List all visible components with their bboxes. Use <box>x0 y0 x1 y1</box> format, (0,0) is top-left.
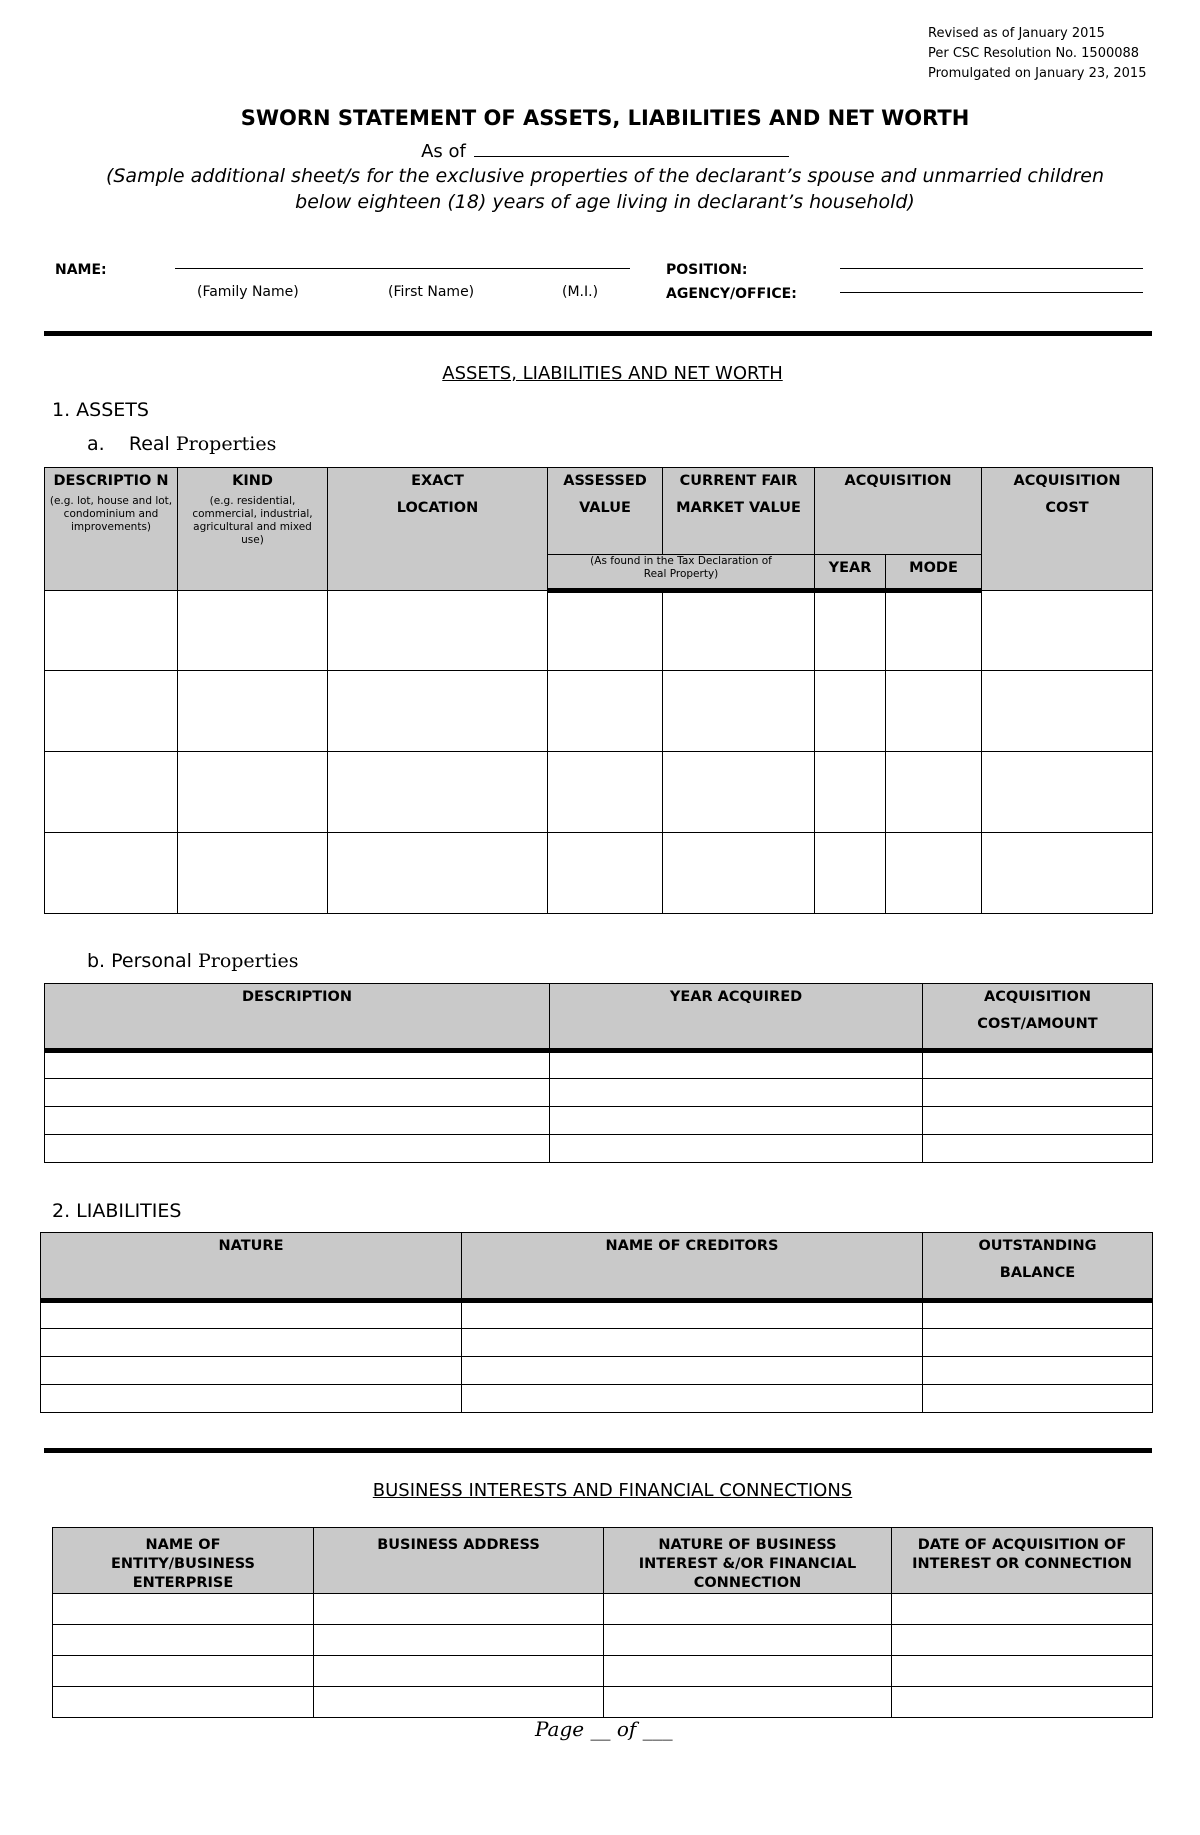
cell[interactable] <box>886 752 982 833</box>
cell[interactable] <box>45 833 178 914</box>
name-label: NAME: <box>55 262 107 278</box>
liabilities-table <box>40 1232 1153 1413</box>
cell[interactable] <box>53 1625 314 1656</box>
cell[interactable] <box>923 1051 1153 1079</box>
cell[interactable] <box>663 591 815 671</box>
table-row <box>45 671 1153 752</box>
personal-label-serif: Properties <box>197 950 299 972</box>
cell[interactable] <box>53 1594 314 1625</box>
cell[interactable] <box>45 1107 550 1135</box>
col-nature: NATURE <box>41 1233 462 1301</box>
promulgated-date: Promulgated on January 23, 2015 <box>928 66 1147 81</box>
cell[interactable] <box>45 671 178 752</box>
cell[interactable] <box>314 1656 604 1687</box>
assets-heading: 1. ASSETS <box>52 399 149 421</box>
name-field[interactable] <box>175 268 630 269</box>
tax-declaration-note <box>548 555 815 591</box>
cell[interactable] <box>178 671 328 752</box>
cell[interactable] <box>53 1656 314 1687</box>
cell[interactable] <box>462 1357 923 1385</box>
real-label: Real <box>128 433 170 455</box>
cell[interactable] <box>548 752 663 833</box>
cell[interactable] <box>604 1625 892 1656</box>
cell[interactable] <box>550 1135 923 1163</box>
divider <box>44 331 1152 336</box>
cell[interactable] <box>892 1625 1153 1656</box>
position-field[interactable] <box>840 268 1143 269</box>
cell[interactable] <box>41 1385 462 1413</box>
cell[interactable] <box>462 1329 923 1357</box>
cell[interactable] <box>462 1301 923 1329</box>
cell[interactable] <box>462 1385 923 1413</box>
cell[interactable] <box>923 1135 1153 1163</box>
first-name-caption: (First Name) <box>388 284 475 300</box>
tax-declaration-note-text: (As found in the Tax Declaration of Real Property) <box>590 555 772 580</box>
col-year-acquired: YEAR ACQUIRED <box>550 984 923 1051</box>
cell[interactable] <box>923 1385 1153 1413</box>
cell[interactable] <box>923 1329 1153 1357</box>
position-label: POSITION: <box>666 262 748 278</box>
personal-label: b. Personal <box>87 950 192 972</box>
cell[interactable] <box>550 1079 923 1107</box>
divider <box>44 1448 1152 1453</box>
table-row <box>41 1357 1153 1385</box>
cell[interactable] <box>815 833 886 914</box>
business-table <box>52 1527 1153 1718</box>
revised-date: Revised as of January 2015 <box>928 26 1105 41</box>
cell[interactable] <box>815 752 886 833</box>
as-of-field[interactable] <box>474 140 789 157</box>
cell[interactable] <box>923 1079 1153 1107</box>
cell[interactable] <box>45 1051 550 1079</box>
cell[interactable] <box>663 671 815 752</box>
table-row <box>45 1135 1153 1163</box>
resolution-number: Per CSC Resolution No. 1500088 <box>928 46 1140 61</box>
page-title: SWORN STATEMENT OF ASSETS, LIABILITIES AND NET WORTH <box>240 106 970 130</box>
cell[interactable] <box>45 591 178 671</box>
cell[interactable] <box>886 833 982 914</box>
table-row <box>45 1051 1153 1079</box>
cell[interactable] <box>892 1687 1153 1718</box>
cell[interactable] <box>982 591 1153 671</box>
cell[interactable] <box>663 752 815 833</box>
cell[interactable] <box>328 833 548 914</box>
cell[interactable] <box>328 671 548 752</box>
cell[interactable] <box>604 1687 892 1718</box>
col-outstanding-balance: OUTSTANDING BALANCE <box>923 1233 1153 1301</box>
cell[interactable] <box>886 671 982 752</box>
table-row <box>45 752 1153 833</box>
cell[interactable] <box>314 1625 604 1656</box>
cell[interactable] <box>548 591 663 671</box>
real-properties-heading <box>87 433 276 455</box>
table-row <box>41 1329 1153 1357</box>
cell[interactable] <box>45 752 178 833</box>
table-row <box>45 1079 1153 1107</box>
table-row <box>45 1107 1153 1135</box>
cell[interactable] <box>41 1357 462 1385</box>
real-prefix: a. <box>87 433 105 455</box>
col-kind-label: KIND <box>232 473 273 489</box>
as-of-row <box>0 140 1200 162</box>
note-line-2: below eighteen (18) years of age living in declarant’s household) <box>295 191 915 213</box>
cell[interactable] <box>41 1329 462 1357</box>
cell[interactable] <box>604 1594 892 1625</box>
col-acquisition: ACQUISITION <box>815 468 982 555</box>
cell[interactable] <box>178 752 328 833</box>
page-number: Page __ of ___ <box>535 1717 673 1741</box>
table-row <box>41 1385 1153 1413</box>
cell[interactable] <box>923 1301 1153 1329</box>
business-title: BUSINESS INTERESTS AND FINANCIAL CONNECTIONS <box>372 1480 853 1501</box>
cell[interactable] <box>982 671 1153 752</box>
cell[interactable] <box>886 591 982 671</box>
cell[interactable] <box>550 1051 923 1079</box>
cell[interactable] <box>328 591 548 671</box>
liabilities-heading: 2. LIABILITIES <box>52 1200 182 1222</box>
cell[interactable] <box>982 752 1153 833</box>
cell[interactable] <box>45 1079 550 1107</box>
table-row <box>53 1625 1153 1656</box>
cell[interactable] <box>314 1687 604 1718</box>
col-description-sub: (e.g. lot, house and lot, condominium and improvements) <box>49 495 173 533</box>
table-row <box>53 1656 1153 1687</box>
col-business-nature: NATURE OF BUSINESS INTEREST &/OR FINANCIAL CONNECTION <box>604 1528 892 1594</box>
cell[interactable] <box>550 1107 923 1135</box>
col-acquisition-cost: ACQUISITION COST <box>982 468 1153 591</box>
cell[interactable] <box>815 671 886 752</box>
col-description-label: DESCRIPTIO N <box>53 473 169 489</box>
agency-field[interactable] <box>840 292 1143 293</box>
table-row <box>53 1687 1153 1718</box>
cell[interactable] <box>178 591 328 671</box>
cell[interactable] <box>892 1594 1153 1625</box>
table-row <box>53 1594 1153 1625</box>
mi-caption: (M.I.) <box>562 284 599 300</box>
col-assessed-value: ASSESSED VALUE <box>548 468 663 555</box>
cell[interactable] <box>892 1656 1153 1687</box>
cell[interactable] <box>45 1135 550 1163</box>
note-line-1: (Sample additional sheet/s for the exclusive properties of the declarant’s spouse and unmarried children <box>105 165 1105 187</box>
personal-properties-table <box>44 983 1153 1163</box>
table-row <box>45 591 1153 671</box>
col-acquisition-date: DATE OF ACQUISITION OF INTEREST OR CONNECTION <box>892 1528 1153 1594</box>
family-name-caption: (Family Name) <box>197 284 299 300</box>
col-exact-location: EXACT LOCATION <box>328 468 548 591</box>
col-kind <box>178 468 328 591</box>
col-description: DESCRIPTION <box>45 984 550 1051</box>
revision-note <box>928 24 1146 84</box>
col-entity: NAME OF ENTITY/BUSINESS ENTERPRISE <box>53 1528 314 1594</box>
col-description <box>45 468 178 591</box>
col-mode: MODE <box>886 555 982 591</box>
real-label-serif: Properties <box>175 433 277 455</box>
cell[interactable] <box>923 1107 1153 1135</box>
alnw-title: ASSETS, LIABILITIES AND NET WORTH <box>442 363 783 384</box>
cell[interactable] <box>53 1687 314 1718</box>
col-fair-market-value: CURRENT FAIR MARKET VALUE <box>663 468 815 555</box>
col-business-address: BUSINESS ADDRESS <box>314 1528 604 1594</box>
col-year: YEAR <box>815 555 886 591</box>
cell[interactable] <box>328 752 548 833</box>
cell[interactable] <box>178 833 328 914</box>
cell[interactable] <box>314 1594 604 1625</box>
cell[interactable] <box>548 671 663 752</box>
table-row <box>45 833 1153 914</box>
real-properties-table <box>44 467 1153 914</box>
cell[interactable] <box>923 1357 1153 1385</box>
col-creditors: NAME OF CREDITORS <box>462 1233 923 1301</box>
personal-properties-heading <box>87 950 298 972</box>
cell[interactable] <box>604 1656 892 1687</box>
cell[interactable] <box>548 833 663 914</box>
cell[interactable] <box>982 833 1153 914</box>
agency-label: AGENCY/OFFICE: <box>666 286 797 302</box>
cell[interactable] <box>41 1301 462 1329</box>
cell[interactable] <box>663 833 815 914</box>
as-of-label: As of <box>421 141 466 162</box>
cell[interactable] <box>815 591 886 671</box>
col-kind-sub: (e.g. residential, commercial, industrial, agricultural and mixed use) <box>192 495 313 546</box>
col-acquisition-cost: ACQUISITION COST/AMOUNT <box>923 984 1153 1051</box>
table-row <box>41 1301 1153 1329</box>
